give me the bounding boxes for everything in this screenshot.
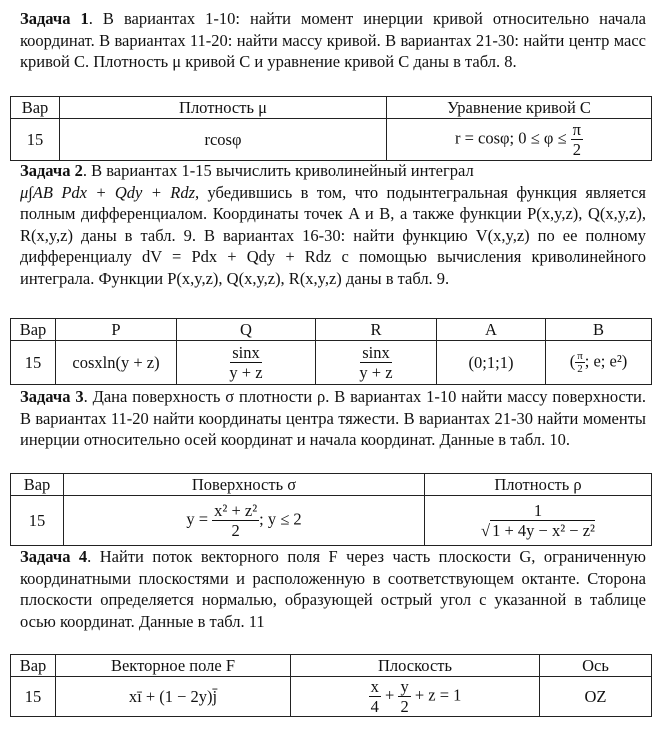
table-10	[10, 473, 652, 546]
cell-axis: OZ	[540, 677, 652, 717]
table-row	[11, 677, 652, 717]
header-density: Плотность ρ	[425, 474, 652, 496]
task4-title: Задача 4	[20, 547, 88, 566]
cell-var: 15	[11, 677, 56, 717]
cell-var: 15	[11, 496, 64, 546]
header-equation: Уравнение кривой С	[387, 97, 652, 119]
task3-paragraph: Задача 3. Дана поверхность σ плотности ρ. В вариантах 1-10 найти массу поверхности. В вариантах 11-20 найти координаты центра тяжести. В вариантах 21-30 найти моменты инерции относительно осей координат и начала координат. Данные в табл. 10.	[20, 387, 646, 449]
cell-a: (0;1;1)	[437, 341, 546, 385]
cell-q: $\frac{\sin x}{y + z}$	[177, 341, 316, 385]
table-row	[11, 341, 652, 385]
header-p: P	[56, 319, 177, 341]
cell-r: $\frac{\sin x}{y + z}$	[316, 341, 437, 385]
task2-title: Задача 2	[20, 161, 83, 180]
cell-var: 15	[11, 341, 56, 385]
cell-density: $\frac{1}{\text{√ 1 + 4y − x² − z²}}$	[425, 496, 652, 546]
header-q: Q	[177, 319, 316, 341]
header-r: R	[316, 319, 437, 341]
header-var: Вар	[11, 97, 60, 119]
table-row	[11, 496, 652, 546]
header-density: Плотность μ	[60, 97, 387, 119]
cell-equation: r = cosφ; 0 ≤ φ ≤ $\frac{\pi}{2}$	[387, 119, 652, 161]
header-field: Векторное поле F	[56, 655, 291, 677]
table-8	[10, 96, 652, 161]
task4-paragraph: Задача 4. Найти поток векторного поля F через часть плоскости G, ограниченную координатными плоскостями и расположенную в соответствующем октанте. Сторона плоскости определяется нормалью, образующей острый угол с указанной в таблице осью координат. Данные в табл. 11	[20, 547, 647, 631]
integral-formula: μ∫AB Pdx + Qdy + Rdz	[20, 182, 195, 202]
task1-title: Задача 1	[20, 9, 89, 28]
header-var: Вар	[11, 319, 56, 341]
task2-paragraph: Задача 2. В вариантах 1-15 вычислить криволинейный интеграл μ∫AB Pdx + Qdy + Rdz, убедившись в том, что подынтегральная функция является полным дифференциалом. Координаты точек A и B, а также функции P(x,y,z), Q(x,y,z), R(x,y,z) даны в табл. 9. В вариантах 16-30: найти функцию V(x,y,z) по ее полному дифференциалу dV = Pdx + Qdy + Rdz с помощью вычисления криволинейного интеграла. Функции P(x,y,z), Q(x,y,z), R(x,y,z) даны в табл. 9.	[20, 161, 646, 288]
header-axis: Ось	[540, 655, 652, 677]
header-a: A	[437, 319, 546, 341]
table-9	[10, 318, 652, 385]
header-var: Вар	[11, 474, 64, 496]
cell-var: 15	[11, 119, 60, 161]
header-var: Вар	[11, 655, 56, 677]
table-11	[10, 654, 652, 717]
task1-paragraph: Задача 1. В вариантах 1-10: найти момент инерции кривой относительно начала координат. В вариантах 11-20: найти массу кривой. В вариантах 21-30: найти центр масс кривой С. Плотность μ кривой С и уравнение кривой С даны в табл. 8.	[20, 9, 646, 71]
cell-plane: $\frac{x}{4}$ + $\frac{y}{2}$ + z = 1	[291, 677, 540, 717]
header-plane: Плоскость	[291, 655, 540, 677]
cell-density: rcosφ	[60, 119, 387, 161]
cell-b: ( $\frac{\pi}{2}$ ; e; e²)	[546, 341, 652, 385]
cell-surface: y = $\frac{\text{x² + z²}}{2}$ ; y ≤ 2	[64, 496, 425, 546]
header-b: B	[546, 319, 652, 341]
cell-field: xī + (1 − 2y)j̄	[56, 677, 291, 717]
table-row	[11, 119, 652, 161]
task3-title: Задача 3	[20, 387, 84, 406]
header-surface: Поверхность σ	[64, 474, 425, 496]
cell-p: cosxln(y + z)	[56, 341, 177, 385]
